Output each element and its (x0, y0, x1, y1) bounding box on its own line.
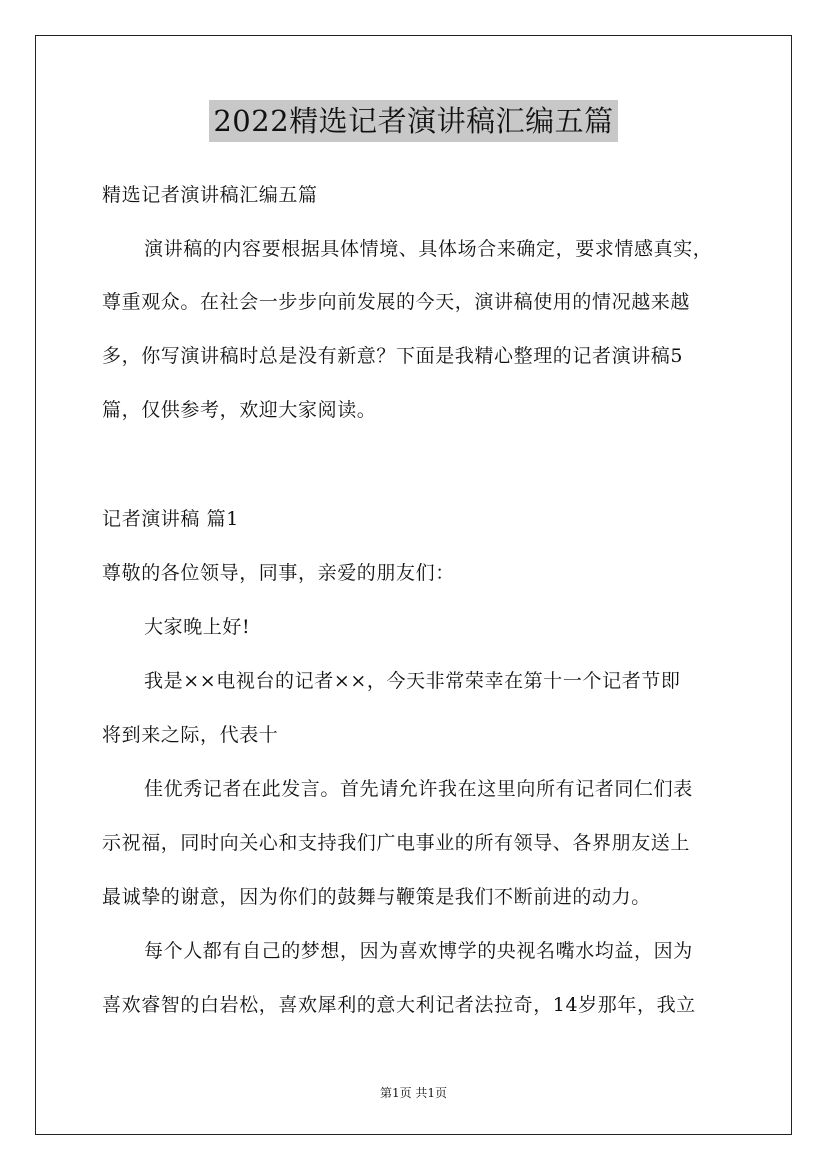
document-title: 2022精选记者演讲稿汇编五篇 (209, 100, 617, 142)
paragraph-line: 将到来之际，代表十 (102, 724, 279, 746)
intro-line: 尊重观众。在社会一步步向前发展的今天，演讲稿使用的情况越来越 (102, 291, 691, 313)
greeting: 大家晚上好! (144, 616, 251, 638)
document-subtitle: 精选记者演讲稿汇编五篇 (102, 184, 318, 206)
page-footer: 第1页 共1页 (379, 1086, 448, 1100)
salutation: 尊敬的各位领导，同事，亲爱的朋友们： (102, 562, 455, 584)
paragraph-line: 最诚挚的谢意，因为你们的鼓舞与鞭策是我们不断前进的动力。 (102, 886, 651, 908)
paragraph-line: 喜欢睿智的白岩松，喜欢犀利的意大利记者法拉奇，14岁那年，我立 (102, 994, 696, 1016)
title-container (0, 100, 827, 142)
section-heading: 记者演讲稿 篇1 (102, 508, 239, 530)
intro-line: 演讲稿的内容要根据具体情境、具体场合来确定，要求情感真实， (144, 238, 713, 260)
paragraph-line: 我是××电视台的记者××，今天非常荣幸在第十一个记者节即 (144, 670, 681, 692)
paragraph-line: 示祝福，同时向关心和支持我们广电事业的所有领导、各界朋友送上 (102, 832, 691, 854)
paragraph-line: 每个人都有自己的梦想，因为喜欢博学的央视名嘴水均益，因为 (144, 940, 693, 962)
intro-line: 多，你写演讲稿时总是没有新意？下面是我精心整理的记者演讲稿5 (102, 345, 684, 367)
intro-line: 篇，仅供参考，欢迎大家阅读。 (102, 399, 377, 421)
paragraph-line: 佳优秀记者在此发言。首先请允许我在这里向所有记者同仁们表 (144, 778, 693, 800)
